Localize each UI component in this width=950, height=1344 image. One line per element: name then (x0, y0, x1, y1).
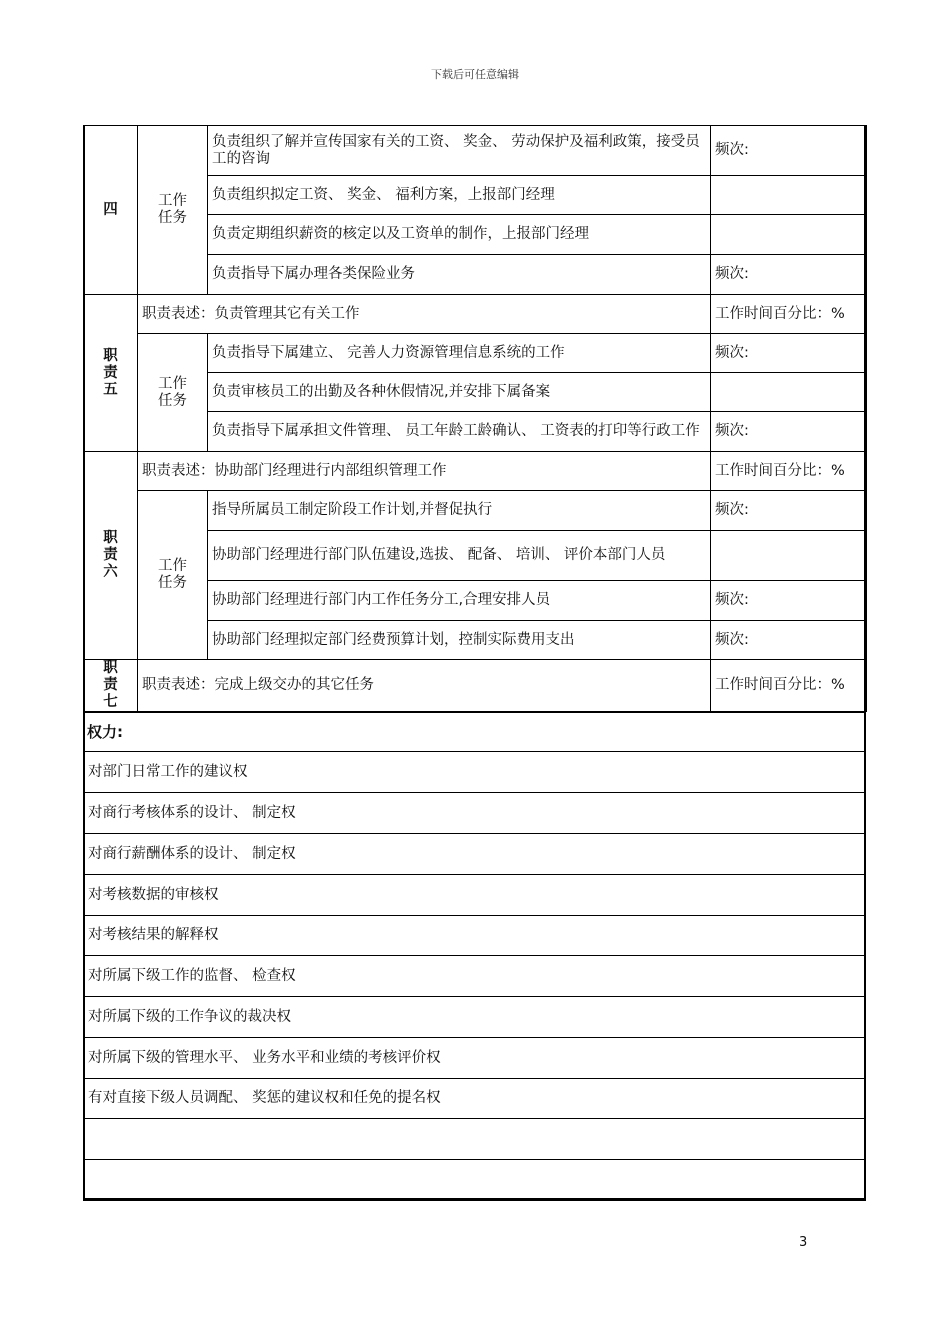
duty-six-row (84, 491, 867, 531)
power-item: 对商行考核体系的设计、 制定权 (84, 793, 866, 834)
duty-four-task: 负责组织了解并宣传国家有关的工资、 奖金、 劳动保护及福利政策，接受员工的咨询 (208, 126, 711, 176)
power-item: 对商行薪酬体系的设计、 制定权 (84, 834, 866, 875)
duty-six-task: 协助部门经理进行部门内工作任务分工,合理安排人员 (208, 581, 711, 621)
duties-table (83, 125, 867, 712)
power-table (83, 712, 866, 1201)
duty-five-number: 职责五 (84, 295, 138, 452)
duty-five-statement-row (84, 295, 867, 334)
duty-five-task: 负责审核员工的出勤及各种休假情况,并安排下属备案 (208, 373, 711, 412)
page-header: 下载后可任意编辑 (431, 68, 519, 81)
power-item: 对考核数据的审核权 (84, 875, 866, 916)
duty-five-freq (711, 373, 867, 412)
duty-four-number: 四 (84, 126, 138, 295)
duty-seven-row (84, 660, 867, 712)
duty-six-statement-row (84, 452, 867, 491)
power-row (84, 1079, 866, 1119)
duty-five-task: 负责指导下属建立、 完善人力资源管理信息系统的工作 (208, 334, 711, 373)
duty-four-task: 负责指导下属办理各类保险业务 (208, 255, 711, 295)
section-divider (83, 711, 866, 713)
duty-six-number: 职责六 (84, 452, 138, 660)
duty-five-row (84, 334, 867, 373)
power-item: 有对直接下级人员调配、 奖惩的建议权和任免的提名权 (84, 1079, 866, 1119)
duty-seven-statement: 职责表述：完成上级交办的其它任务 (138, 660, 711, 712)
duty-five-percent: 工作时间百分比：% (711, 295, 867, 334)
power-title-row (84, 713, 866, 752)
duty-four-task: 负责组织拟定工资、 奖金、 福利方案，上报部门经理 (208, 176, 711, 215)
duty-six-statement: 职责表述：协助部门经理进行内部组织管理工作 (138, 452, 711, 491)
duty-four-row (84, 126, 867, 176)
duty-six-freq: 频次: (711, 581, 867, 621)
power-row (84, 793, 866, 834)
duty-six-freq (711, 531, 867, 581)
duty-seven-number: 职责七 (84, 660, 138, 712)
duty-five-task: 负责指导下属承担文件管理、 员工年龄工龄确认、 工资表的打印等行政工作 (208, 412, 711, 452)
power-row (84, 916, 866, 956)
duty-six-task: 协助部门经理进行部门队伍建设,选拔、 配备、 培训、 评价本部门人员 (208, 531, 711, 581)
duty-four-freq: 频次: (711, 255, 867, 295)
outer-left-border (83, 125, 85, 1200)
outer-bottom-border (83, 1198, 866, 1200)
duty-six-task: 协助部门经理拟定部门经费预算计划，控制实际费用支出 (208, 621, 711, 660)
power-row (84, 752, 866, 793)
power-item: 对所属下级工作的监督、 检查权 (84, 956, 866, 997)
power-title: 权力: (84, 713, 866, 752)
duty-six-task-label: 工作任务 (138, 491, 208, 660)
power-item: 对考核结果的解释权 (84, 916, 866, 956)
duty-seven-percent: 工作时间百分比：% (711, 660, 867, 712)
duty-six-freq: 频次: (711, 491, 867, 531)
power-row (84, 1038, 866, 1079)
duty-six-percent: 工作时间百分比：% (711, 452, 867, 491)
duty-four-task-label: 工作任务 (138, 126, 208, 295)
power-item (84, 1160, 866, 1201)
duty-six-task: 指导所属员工制定阶段工作计划,并督促执行 (208, 491, 711, 531)
duty-four-freq (711, 215, 867, 255)
power-item: 对所属下级的工作争议的裁决权 (84, 997, 866, 1038)
duty-five-freq: 频次: (711, 412, 867, 452)
power-row (84, 956, 866, 997)
duty-five-statement: 职责表述：负责管理其它有关工作 (138, 295, 711, 334)
power-item: 对部门日常工作的建议权 (84, 752, 866, 793)
power-row (84, 875, 866, 916)
page-number: 3 (799, 1235, 808, 1250)
power-row (84, 1160, 866, 1201)
duty-four-task: 负责定期组织薪资的核定以及工资单的制作，上报部门经理 (208, 215, 711, 255)
duty-four-freq: 频次: (711, 126, 867, 176)
duty-five-task-label: 工作任务 (138, 334, 208, 452)
power-item (84, 1119, 866, 1160)
power-row (84, 997, 866, 1038)
power-row (84, 1119, 866, 1160)
duty-four-freq (711, 176, 867, 215)
duty-six-freq: 频次: (711, 621, 867, 660)
duty-five-freq: 频次: (711, 334, 867, 373)
power-item: 对所属下级的管理水平、 业务水平和业绩的考核评价权 (84, 1038, 866, 1079)
power-row (84, 834, 866, 875)
outer-right-border (864, 125, 866, 1200)
